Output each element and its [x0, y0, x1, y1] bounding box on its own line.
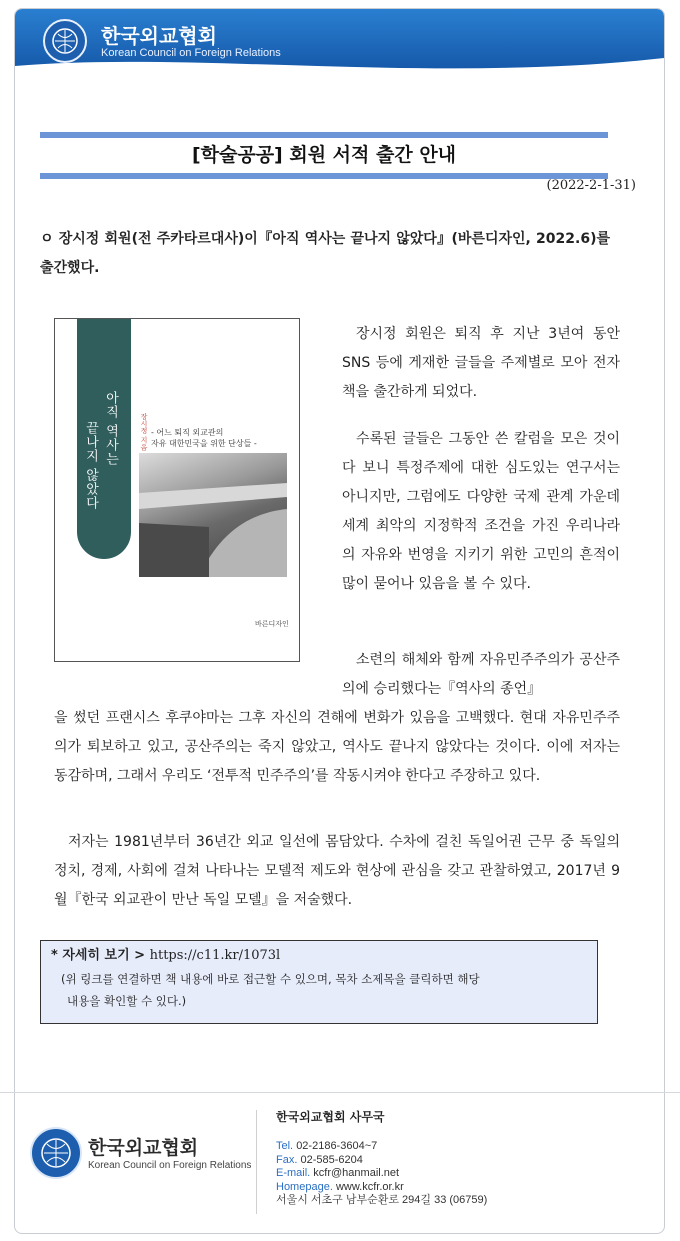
book-subtitle-line2: 자유 대한민국을 위한 단상들 -: [151, 439, 257, 448]
footer-email-link[interactable]: kcfr@hanmail.net: [313, 1167, 400, 1180]
footer-divider: [0, 1092, 680, 1093]
more-info-desc-1: (위 링크를 연결하면 책 내용에 바로 접근할 수 있으며, 목차 소제목을 클릭하면 해당: [61, 972, 480, 986]
book-author: 장시정 지음: [140, 413, 148, 451]
more-info-label: * 자세히 보기 >: [51, 948, 146, 963]
header-banner: [15, 9, 664, 72]
footer-fax: Fax. 02-585-6204: [276, 1153, 363, 1166]
footer-org-name-en: Korean Council on Foreign Relations: [88, 1160, 252, 1171]
book-cover-band: [77, 319, 131, 559]
paragraph-3a: 소련의 해체와 함께 자유민주주의가 공산주의에 승리했다는『역사의 종언』: [342, 652, 620, 697]
book-cover-photo: [139, 453, 287, 577]
book-subtitle: [151, 427, 257, 449]
footer-email: E-mail. kcfr@hanmail.net: [276, 1167, 400, 1180]
header-org-name: 한국외교협회: [101, 24, 217, 48]
footer-homepage: Homepage. www.kcfr.or.kr: [276, 1180, 404, 1193]
footer-tel: Tel. 02-2186-3604~7: [276, 1140, 378, 1152]
footer-vertical-divider: [256, 1110, 257, 1214]
paragraph-1: 장시정 회원은 퇴직 후 지난 3년여 동안 SNS 등에 게재한 글들을 주제별로 모아 전자책을 출간하게 되었다.: [342, 326, 620, 400]
document-date: (2022-2-1-31): [546, 178, 636, 193]
more-info-box: [40, 940, 598, 1024]
book-cover-image: [54, 318, 300, 662]
footer-office-title: 한국외교협회 사무국: [276, 1110, 385, 1124]
book-title-line2: 끝나지 않았다: [83, 421, 98, 511]
book-title-line1: 아직 역사는: [103, 391, 118, 467]
title-rule-top: [40, 132, 608, 138]
book-publisher: 바른디자인: [255, 620, 289, 628]
page-title: [학술공공] 회원 서적 출간 안내: [191, 144, 457, 166]
footer-address: 서울시 서초구 남부순환로 294길 33 (06759): [276, 1194, 488, 1207]
title-rule-bottom: [40, 173, 608, 179]
paragraph-2: 수록된 글들은 그동안 쓴 칼럼을 모은 것이다 보니 특정주제에 대한 심도있는 연구서는 아니지만, 그럼에도 다양한 국제 관계 가운데 세계 최악의 지정학적 조건을 가진 우리나라의 자유와 번영을 지키기 위한 고민의 흔적이 많이 묻어나 있음을 볼 수 있다.: [342, 431, 620, 592]
book-subtitle-line1: - 어느 퇴직 외교관의: [151, 428, 224, 437]
footer-contacts: [276, 1140, 487, 1208]
more-info-line: [51, 945, 587, 967]
paragraph-3b: 을 썼던 프랜시스 후쿠야마는 그후 자신의 견해에 변화가 있음을 고백했다. 현대 자유민주주의가 퇴보하고 있고, 공산주의는 죽지 않았고, 역사도 끝나지 않았다는 것이다. 이에 저자는 동감하며, 그래서 우리도 ‘전투적 민주주의’를 작동시켜야 한다고 주장하고 있다.: [54, 710, 620, 784]
more-info-desc-2: 내용을 확인할 수 있다.): [67, 994, 187, 1008]
footer-logo-icon: [30, 1127, 82, 1179]
footer-org-name: 한국외교협회: [88, 1137, 199, 1159]
paragraph-4: 저자는 1981년부터 36년간 외교 일선에 몸담았다. 수차에 걸친 독일어권 근무 중 독일의 정치, 경제, 사회에 걸쳐 나타나는 모델적 제도와 현상에 관심을 갖고 관찰하였고, 2017년 9월『한국 외교관이 만난 독일 모델』을 저술했다.: [54, 834, 620, 908]
more-info-link[interactable]: https://c11.kr/1073l: [149, 948, 281, 963]
header-org-name-en: Korean Council on Foreign Relations: [101, 47, 281, 59]
footer-homepage-link[interactable]: www.kcfr.or.kr: [335, 1180, 404, 1193]
org-logo-icon: [43, 19, 87, 63]
lead-paragraph: ㅇ 장시정 회원(전 주카타르대사)이『아직 역사는 끝나지 않았다』(바른디자인, 2022.6)를 출간했다.: [40, 231, 610, 276]
